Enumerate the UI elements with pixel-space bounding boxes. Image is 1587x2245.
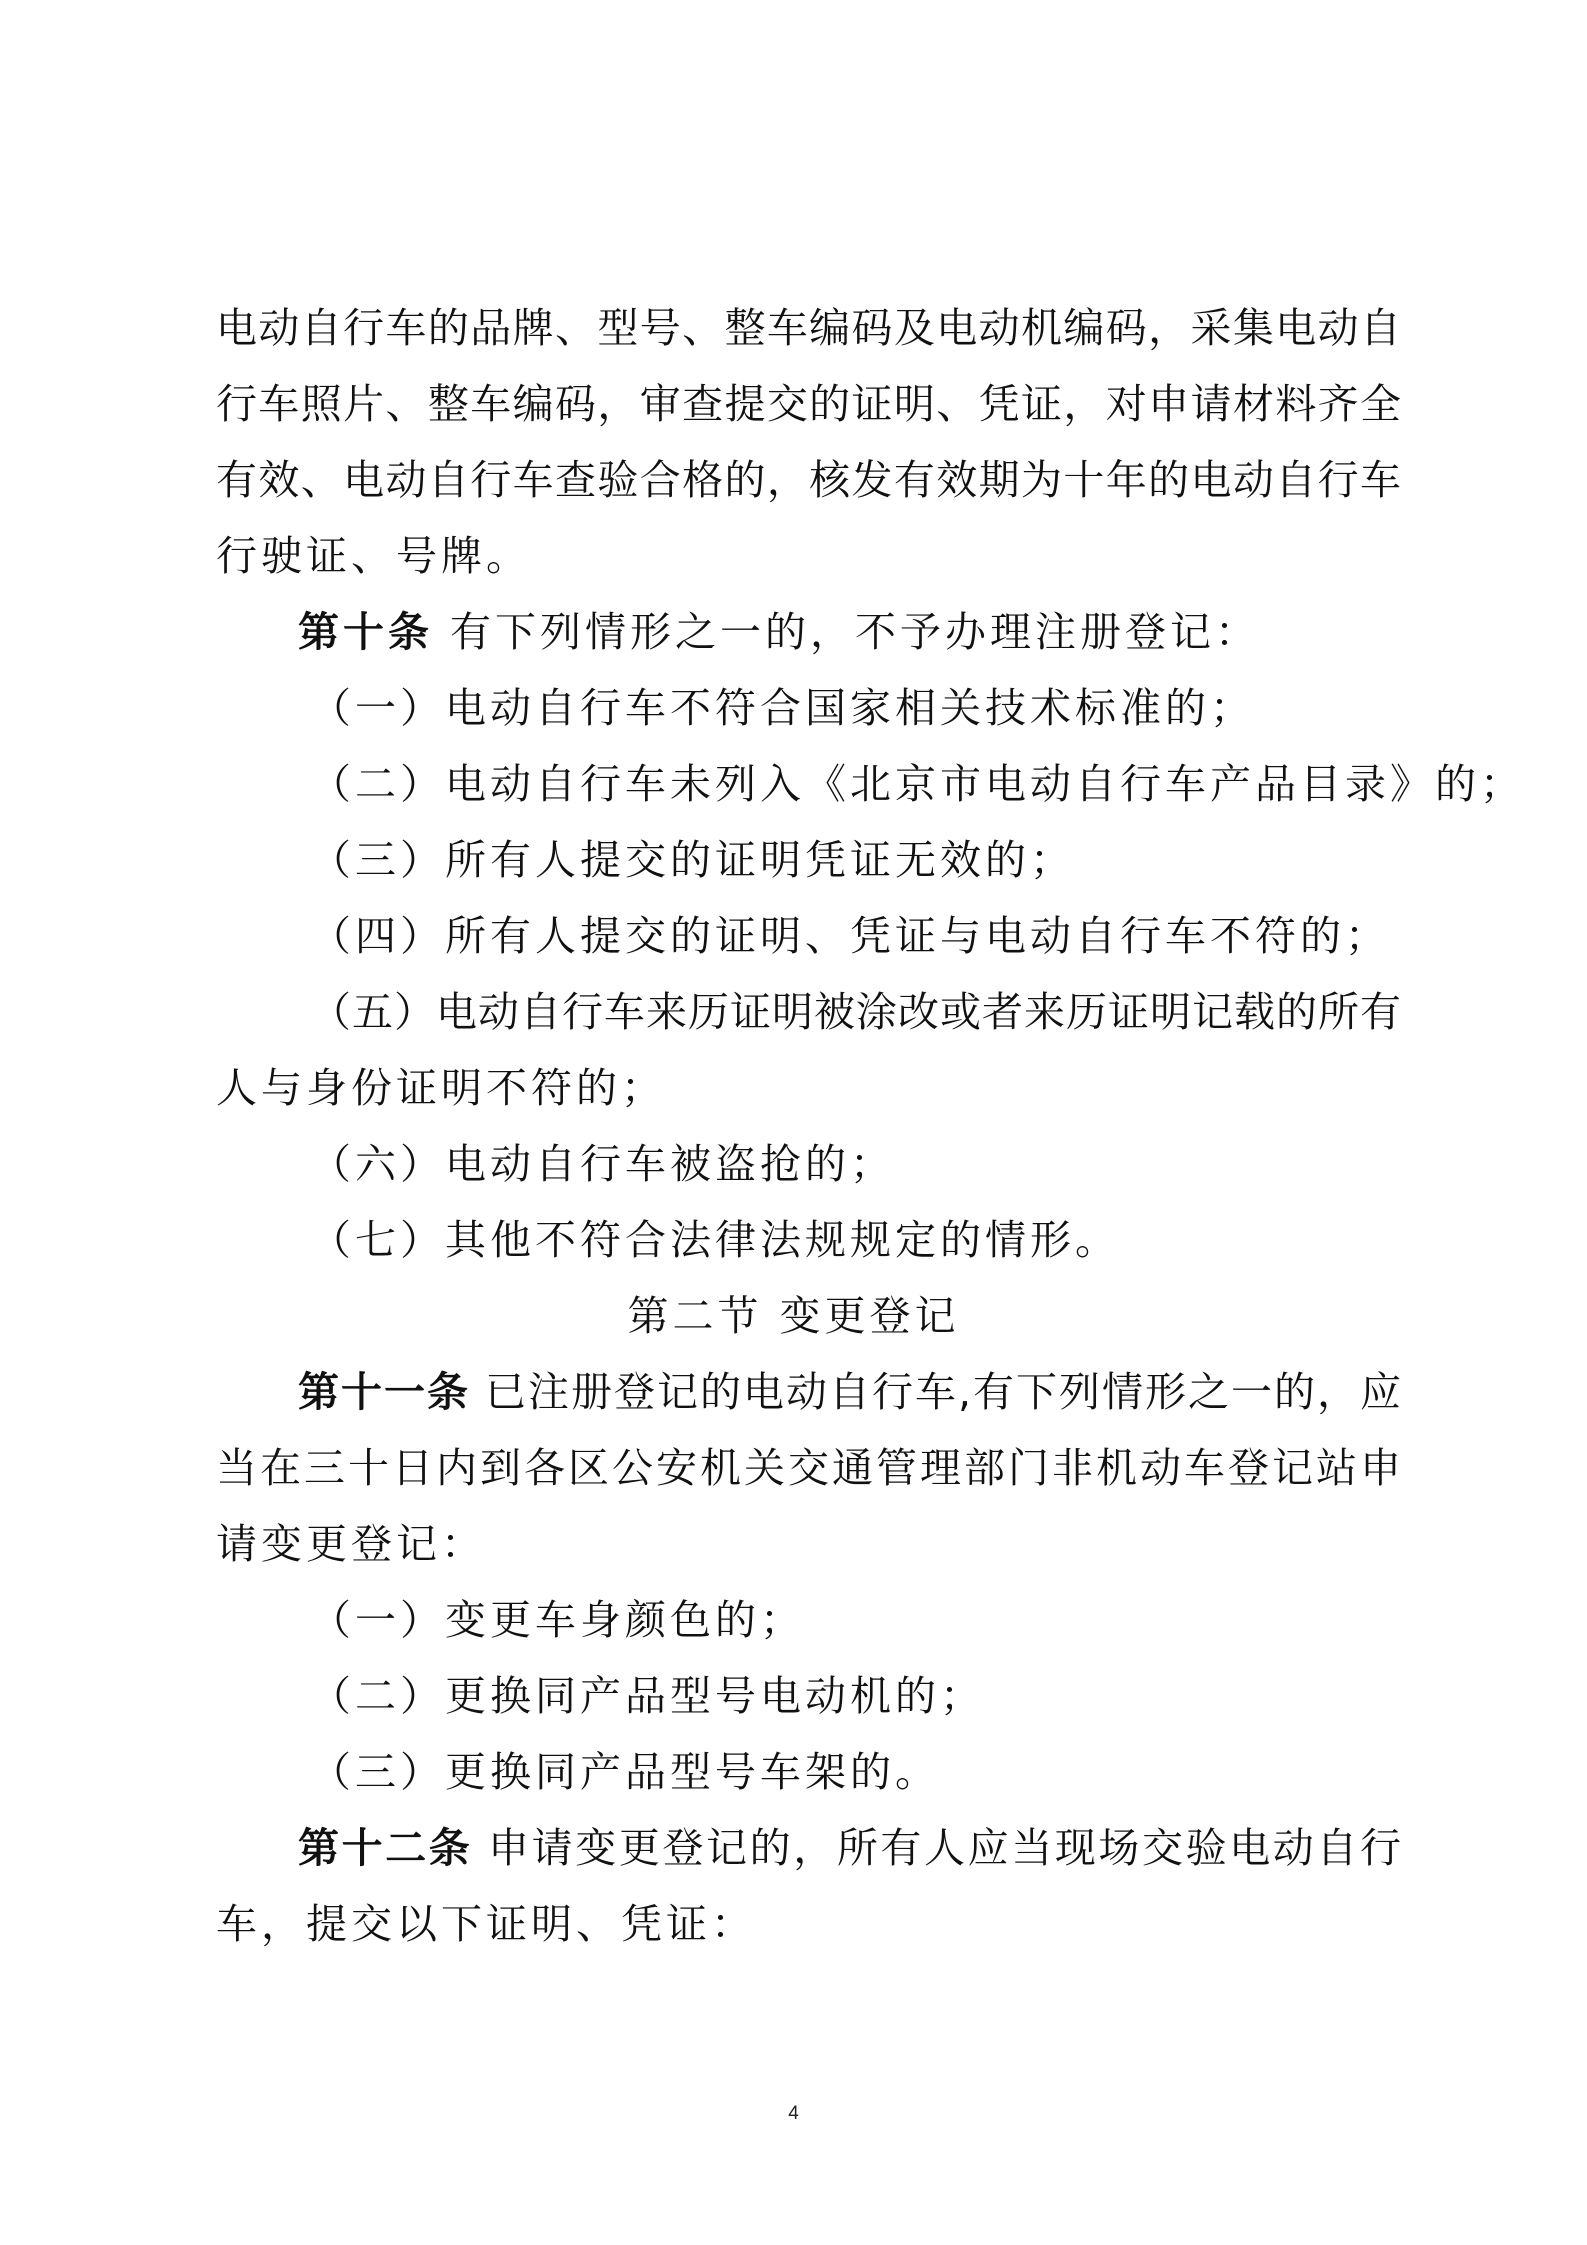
- article-11: [298, 1364, 1401, 1420]
- paragraph-line: 行车照片、整车编码，审查提交的证明、凭证，对申请材料齐全: [216, 380, 1401, 428]
- paragraph-line: 当在三十日内到各区公安机关交通管理部门非机动车登记站申: [216, 1444, 1401, 1492]
- list-item: （一）电动自行车不符合国家相关技术标准的；: [310, 684, 1255, 732]
- article-12: [298, 1820, 1401, 1876]
- paragraph-line: 请变更登记：: [216, 1520, 486, 1568]
- list-item: （二）更换同产品型号电动机的；: [310, 1672, 985, 1720]
- article-label: 第十条: [298, 608, 433, 656]
- article-text: 已注册登记的电动自行车,有下列情形之一的，应: [485, 1368, 1401, 1416]
- list-item: （五）电动自行车来历证明被涂改或者来历证明记载的所有: [310, 988, 1401, 1036]
- paragraph-line: 有效、电动自行车查验合格的，核发有效期为十年的电动自行车: [216, 456, 1401, 504]
- section-heading: 第二节 变更登记: [627, 1292, 960, 1340]
- article-text: 申请变更登记的，所有人应当现场交验电动自行: [488, 1824, 1402, 1872]
- paragraph-line: 车，提交以下证明、凭证：: [216, 1900, 756, 1948]
- paragraph-line: 电动自行车的品牌、型号、整车编码及电动机编码，采集电动自: [216, 304, 1401, 352]
- list-item: （一）变更车身颜色的；: [310, 1596, 805, 1644]
- article-text: 有下列情形之一的，不予办理注册登记：: [450, 608, 1261, 656]
- list-item: （六）电动自行车被盗抢的；: [310, 1140, 895, 1188]
- article-label: 第十一条: [298, 1368, 470, 1416]
- article-label: 第十二条: [298, 1824, 473, 1872]
- list-item: （三）所有人提交的证明凭证无效的；: [310, 836, 1075, 884]
- list-item: （四）所有人提交的证明、凭证与电动自行车不符的；: [310, 912, 1390, 960]
- article-10: [298, 604, 1401, 660]
- list-item: （七）其他不符合法律法规规定的情形。: [310, 1216, 1120, 1264]
- list-item: （三）更换同产品型号车架的。: [310, 1748, 940, 1796]
- list-item: （二）电动自行车未列入《北京市电动自行车产品目录》的；: [310, 760, 1525, 808]
- paragraph-line: 行驶证、号牌。: [216, 532, 531, 580]
- list-item-continuation: 人与身份证明不符的；: [216, 1064, 666, 1112]
- page-number: 4: [788, 2103, 799, 2124]
